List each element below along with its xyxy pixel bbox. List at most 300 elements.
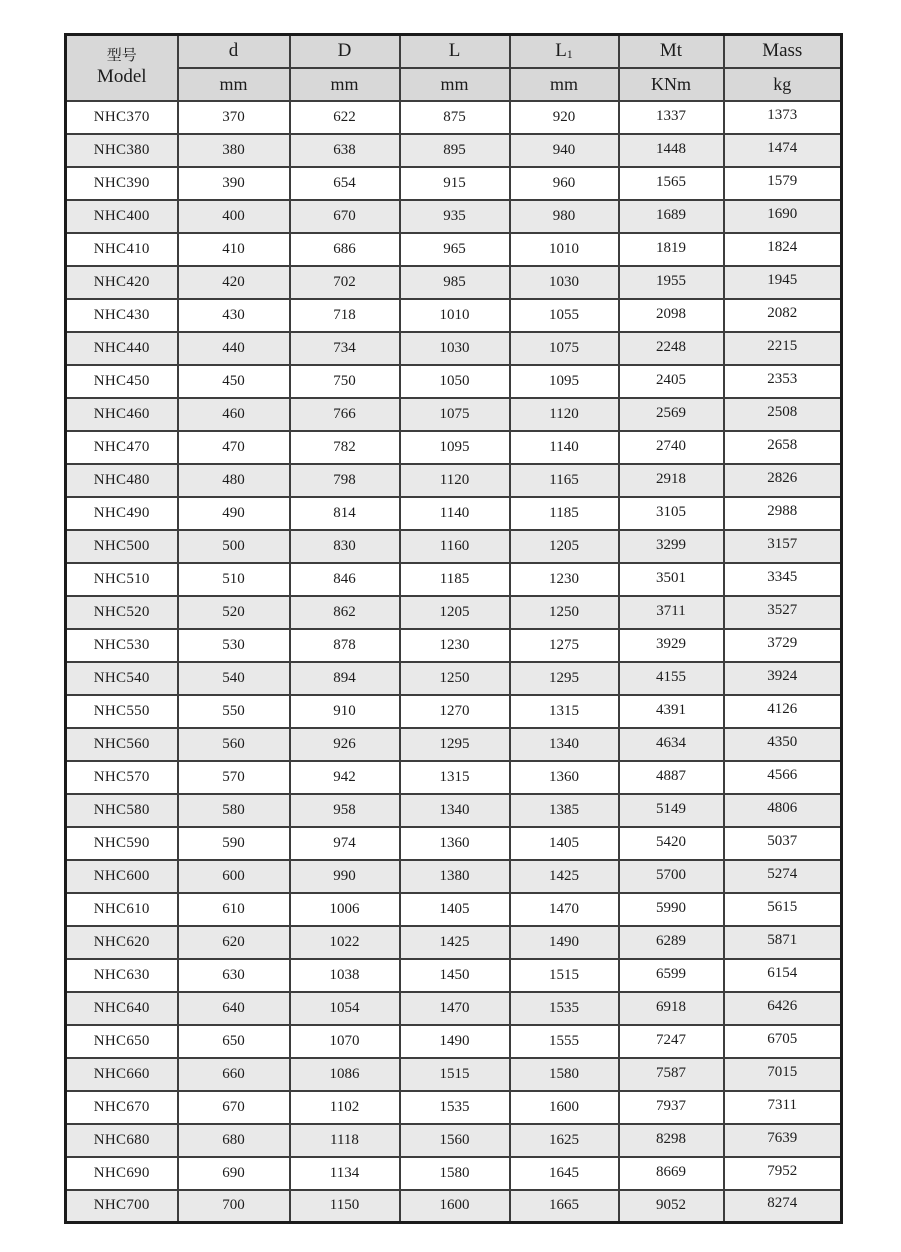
table-row	[66, 1058, 842, 1091]
cell-L	[400, 596, 510, 629]
cell-D-text: 1070	[329, 1032, 360, 1049]
cell-mt-text: 1689	[656, 207, 686, 224]
cell-L1-text: 1425	[549, 867, 579, 884]
cell-L-text: 935	[443, 207, 466, 224]
cell-D	[290, 860, 400, 893]
header-model-en: Model	[96, 66, 147, 88]
cell-mt-text: 7587	[656, 1065, 686, 1082]
header-model-zh: 型号	[106, 47, 137, 64]
cell-D	[290, 662, 400, 695]
cell-L1	[510, 200, 619, 233]
cell-mass-text: 1824	[767, 238, 798, 255]
cell-mass-text: 2215	[767, 337, 798, 354]
cell-L1	[510, 398, 619, 431]
cell-L	[400, 134, 510, 167]
cell-mt-text: 2740	[656, 438, 686, 455]
cell-D	[290, 629, 400, 662]
cell-L-text: 1490	[439, 1032, 470, 1049]
cell-L1	[510, 893, 619, 926]
cell-d-text: 590	[222, 834, 245, 851]
cell-L1-text: 1315	[549, 702, 579, 719]
cell-L1	[510, 1124, 619, 1157]
cell-mt	[619, 563, 724, 596]
cell-L-text: 965	[443, 240, 466, 257]
cell-d-text: 630	[222, 966, 245, 983]
cell-mt-text: 5990	[656, 900, 686, 917]
cell-D	[290, 1190, 400, 1223]
cell-L1-text: 1165	[549, 471, 579, 488]
cell-D-text: 782	[333, 438, 356, 455]
cell-model	[66, 530, 178, 563]
cell-d	[178, 101, 290, 134]
cell-model-text: NHC480	[93, 471, 150, 488]
cell-d	[178, 629, 290, 662]
spec-table-body	[66, 101, 842, 1223]
cell-mass	[724, 992, 842, 1025]
cell-L1-text: 980	[552, 207, 576, 224]
cell-mass	[724, 497, 842, 530]
cell-L-text: 1205	[439, 603, 470, 620]
cell-mt-text: 9052	[656, 1196, 686, 1213]
cell-mass	[724, 827, 842, 860]
cell-d-text: 680	[222, 1131, 245, 1148]
cell-D	[290, 959, 400, 992]
cell-L1	[510, 134, 619, 167]
cell-d	[178, 662, 290, 695]
cell-model-text: NHC550	[93, 702, 150, 719]
table-row	[66, 101, 842, 134]
cell-mass-text: 2988	[767, 502, 798, 519]
cell-L-text: 1600	[439, 1197, 470, 1214]
cell-D	[290, 497, 400, 530]
cell-mass	[724, 398, 842, 431]
cell-L-text: 1560	[439, 1131, 470, 1148]
cell-model-text: NHC660	[93, 1065, 150, 1082]
table-row	[66, 233, 842, 266]
table-row	[66, 167, 842, 200]
header-Mt	[619, 35, 724, 68]
cell-d	[178, 1157, 290, 1190]
cell-L1	[510, 431, 619, 464]
cell-mt	[619, 1091, 724, 1124]
cell-mt	[619, 860, 724, 893]
cell-D	[290, 299, 400, 332]
cell-d	[178, 893, 290, 926]
cell-L1	[510, 167, 619, 200]
cell-d-text: 550	[222, 702, 245, 719]
cell-model-text: NHC380	[93, 141, 150, 158]
unit-L1: mm	[510, 68, 619, 101]
cell-mass-text: 5871	[767, 931, 798, 948]
cell-D	[290, 926, 400, 959]
cell-mt	[619, 662, 724, 695]
cell-L1-text: 1185	[549, 504, 579, 521]
cell-mass	[724, 200, 842, 233]
cell-L1-text: 1095	[549, 372, 579, 389]
cell-L-text: 1360	[439, 834, 470, 851]
cell-mass	[724, 101, 842, 134]
cell-mt-text: 4634	[656, 735, 686, 752]
cell-model	[66, 794, 178, 827]
header-D-label: D	[337, 40, 352, 62]
cell-L1-text: 1230	[549, 570, 579, 587]
cell-D	[290, 530, 400, 563]
cell-mt	[619, 596, 724, 629]
cell-d	[178, 959, 290, 992]
cell-d	[178, 134, 290, 167]
cell-L1	[510, 266, 619, 299]
cell-mt-text: 7937	[656, 1098, 686, 1115]
cell-L-text: 1315	[439, 768, 470, 785]
cell-D	[290, 101, 400, 134]
cell-L-text: 1050	[439, 372, 470, 389]
cell-L1	[510, 827, 619, 860]
cell-mass	[724, 464, 842, 497]
cell-mass	[724, 1124, 842, 1157]
cell-model	[66, 464, 178, 497]
cell-mass-text: 3157	[767, 535, 798, 552]
cell-mt	[619, 332, 724, 365]
cell-d	[178, 299, 290, 332]
cell-D-text: 846	[333, 570, 356, 587]
cell-mt	[619, 926, 724, 959]
cell-model	[66, 1091, 178, 1124]
cell-mass-text: 6705	[767, 1030, 798, 1047]
cell-D-text: 942	[333, 768, 356, 785]
cell-mt	[619, 398, 724, 431]
cell-D	[290, 596, 400, 629]
cell-model	[66, 1190, 178, 1223]
cell-D-text: 958	[333, 801, 356, 818]
cell-mass	[724, 530, 842, 563]
cell-L-text: 915	[443, 174, 466, 191]
cell-model	[66, 365, 178, 398]
cell-D-text: 1086	[329, 1065, 360, 1082]
cell-L	[400, 761, 510, 794]
header-d	[178, 35, 290, 68]
cell-mt	[619, 167, 724, 200]
cell-model-text: NHC670	[93, 1098, 150, 1115]
cell-L	[400, 992, 510, 1025]
cell-mass-text: 4350	[767, 733, 798, 750]
cell-L	[400, 530, 510, 563]
cell-model-text: NHC440	[93, 339, 150, 356]
cell-mass-text: 5037	[767, 832, 798, 849]
cell-L-text: 1140	[439, 504, 470, 521]
cell-model	[66, 1025, 178, 1058]
cell-d-text: 620	[222, 933, 245, 950]
cell-D	[290, 1157, 400, 1190]
cell-D-text: 1134	[329, 1164, 360, 1181]
table-row	[66, 662, 842, 695]
cell-d	[178, 530, 290, 563]
cell-model-text: NHC580	[93, 801, 150, 818]
cell-L	[400, 299, 510, 332]
cell-mt	[619, 431, 724, 464]
cell-mt-text: 2918	[656, 471, 686, 488]
cell-d-text: 690	[222, 1164, 245, 1181]
table-row	[66, 464, 842, 497]
cell-mt-text: 5700	[656, 867, 686, 884]
cell-L1	[510, 596, 619, 629]
cell-L1-text: 1600	[549, 1098, 579, 1115]
cell-L	[400, 728, 510, 761]
cell-mass	[724, 860, 842, 893]
cell-d-text: 540	[222, 669, 245, 686]
cell-D-text: 1054	[329, 999, 360, 1016]
cell-model-text: NHC630	[93, 966, 150, 983]
table-row	[66, 629, 842, 662]
cell-mt	[619, 134, 724, 167]
cell-model-text: NHC680	[93, 1131, 150, 1148]
cell-d-text: 380	[222, 141, 245, 158]
cell-D	[290, 332, 400, 365]
cell-L1	[510, 761, 619, 794]
table-row	[66, 827, 842, 860]
cell-model-text: NHC460	[93, 405, 150, 422]
cell-D-text: 878	[333, 636, 356, 653]
cell-mt	[619, 893, 724, 926]
cell-model	[66, 431, 178, 464]
cell-D	[290, 200, 400, 233]
cell-model	[66, 959, 178, 992]
cell-L1	[510, 1025, 619, 1058]
cell-L1-text: 1120	[549, 405, 579, 422]
table-row	[66, 1124, 842, 1157]
cell-D	[290, 365, 400, 398]
cell-D-text: 926	[333, 735, 356, 752]
cell-mass	[724, 1091, 842, 1124]
cell-L1	[510, 959, 619, 992]
header-Mass	[724, 35, 842, 68]
cell-L1-text: 1030	[549, 273, 579, 290]
cell-L1-text: 1645	[549, 1164, 579, 1181]
cell-d	[178, 992, 290, 1025]
cell-L1-text: 1490	[549, 933, 579, 950]
cell-model-text: NHC520	[93, 603, 150, 620]
cell-D-text: 814	[333, 504, 356, 521]
table-row	[66, 794, 842, 827]
cell-d-text: 480	[222, 471, 245, 488]
cell-mass	[724, 1157, 842, 1190]
cell-mt-text: 3501	[656, 570, 686, 587]
cell-mt-text: 1565	[656, 174, 686, 191]
cell-D-text: 638	[333, 141, 356, 158]
cell-model-text: NHC650	[93, 1032, 150, 1049]
table-row	[66, 992, 842, 1025]
cell-L	[400, 1025, 510, 1058]
cell-d-text: 470	[222, 438, 245, 455]
cell-mt	[619, 530, 724, 563]
cell-L-text: 1185	[439, 570, 470, 587]
unit-D: mm	[290, 68, 400, 101]
cell-D	[290, 1058, 400, 1091]
table-row	[66, 365, 842, 398]
cell-mass-text: 7015	[767, 1063, 798, 1080]
cell-L1	[510, 299, 619, 332]
cell-L-text: 1095	[439, 438, 470, 455]
cell-mass	[724, 1058, 842, 1091]
cell-L-text: 1425	[439, 933, 470, 950]
cell-mass	[724, 662, 842, 695]
cell-D	[290, 992, 400, 1025]
cell-D-text: 1118	[330, 1131, 359, 1148]
cell-mass-text: 6154	[767, 964, 798, 981]
cell-model	[66, 1124, 178, 1157]
cell-model-text: NHC450	[93, 372, 150, 389]
cell-L	[400, 695, 510, 728]
cell-L-text: 1380	[439, 867, 470, 884]
cell-L1-text: 960	[552, 174, 576, 191]
cell-L-text: 1030	[439, 339, 470, 356]
cell-d	[178, 365, 290, 398]
cell-model-text: NHC500	[93, 537, 150, 554]
cell-model	[66, 332, 178, 365]
cell-L1	[510, 728, 619, 761]
cell-L-text: 1580	[439, 1164, 470, 1181]
cell-D-text: 702	[333, 273, 356, 290]
cell-model	[66, 1157, 178, 1190]
cell-D	[290, 1124, 400, 1157]
cell-model-text: NHC390	[93, 174, 150, 191]
cell-mt-text: 5149	[656, 801, 686, 818]
cell-mass	[724, 893, 842, 926]
cell-L-text: 895	[443, 141, 466, 158]
cell-D-text: 1102	[329, 1098, 360, 1115]
table-row	[66, 695, 842, 728]
cell-L1-text: 940	[552, 141, 576, 158]
cell-D-text: 686	[333, 240, 356, 257]
cell-mt	[619, 1157, 724, 1190]
cell-D	[290, 167, 400, 200]
cell-mass-text: 6426	[767, 997, 798, 1014]
cell-L1	[510, 1091, 619, 1124]
cell-mass-text: 1579	[767, 172, 798, 189]
cell-model	[66, 1058, 178, 1091]
cell-d	[178, 1025, 290, 1058]
cell-L	[400, 827, 510, 860]
cell-mass-text: 7311	[767, 1096, 797, 1113]
cell-D-text: 830	[333, 537, 356, 554]
cell-D	[290, 1091, 400, 1124]
table-row	[66, 1025, 842, 1058]
cell-mass-text: 2082	[767, 304, 798, 321]
cell-mass	[724, 695, 842, 728]
table-row	[66, 1091, 842, 1124]
table-row	[66, 563, 842, 596]
cell-mass-text: 2353	[767, 370, 798, 387]
cell-mass-text: 4126	[767, 700, 798, 717]
cell-D-text: 1006	[329, 900, 360, 917]
cell-L-text: 1250	[439, 669, 470, 686]
cell-mass-text: 2826	[767, 469, 798, 486]
cell-L1-text: 1010	[549, 240, 579, 257]
cell-d-text: 400	[222, 207, 245, 224]
cell-D-text: 1038	[329, 966, 360, 983]
cell-L-text: 1515	[439, 1065, 470, 1082]
cell-mass	[724, 431, 842, 464]
cell-L-text: 1075	[439, 405, 470, 422]
cell-mass	[724, 1025, 842, 1058]
cell-L-text: 1010	[439, 306, 470, 323]
cell-mt-text: 5420	[656, 834, 686, 851]
table-row	[66, 959, 842, 992]
table-row	[66, 134, 842, 167]
cell-model	[66, 398, 178, 431]
cell-mass-text: 7639	[767, 1129, 798, 1146]
cell-mt-text: 1955	[656, 273, 686, 290]
cell-L	[400, 332, 510, 365]
cell-L-text: 1295	[439, 735, 470, 752]
cell-D	[290, 266, 400, 299]
cell-mass	[724, 167, 842, 200]
cell-model-text: NHC420	[93, 273, 150, 290]
table-row	[66, 596, 842, 629]
cell-L1	[510, 695, 619, 728]
cell-d-text: 500	[222, 537, 245, 554]
table-row	[66, 200, 842, 233]
cell-D-text: 766	[333, 405, 356, 422]
cell-model	[66, 200, 178, 233]
cell-mass-text: 4806	[767, 799, 798, 816]
cell-model	[66, 266, 178, 299]
cell-model	[66, 596, 178, 629]
unit-Mass: kg	[724, 68, 842, 101]
cell-D	[290, 761, 400, 794]
cell-L1-text: 1055	[549, 306, 579, 323]
cell-d-text: 390	[222, 174, 245, 191]
cell-d-text: 560	[222, 735, 245, 752]
cell-L-text: 1340	[439, 801, 470, 818]
unit-L: mm	[400, 68, 510, 101]
cell-mt	[619, 200, 724, 233]
cell-d-text: 370	[222, 108, 245, 125]
cell-L	[400, 794, 510, 827]
table-row	[66, 332, 842, 365]
cell-mt-text: 3299	[656, 537, 686, 554]
cell-d-text: 430	[222, 306, 245, 323]
unit-Mt: KNm	[619, 68, 724, 101]
cell-d	[178, 497, 290, 530]
cell-L	[400, 662, 510, 695]
cell-L1	[510, 497, 619, 530]
cell-mt	[619, 1025, 724, 1058]
cell-L	[400, 398, 510, 431]
cell-mt	[619, 497, 724, 530]
cell-model	[66, 761, 178, 794]
cell-d-text: 580	[222, 801, 245, 818]
cell-model-text: NHC700	[93, 1197, 150, 1214]
cell-L1-text: 1580	[549, 1065, 579, 1082]
header-d-label: d	[228, 40, 239, 62]
cell-mt-text: 8669	[656, 1164, 686, 1181]
cell-model-text: NHC610	[93, 900, 150, 917]
cell-D	[290, 398, 400, 431]
cell-d	[178, 1091, 290, 1124]
cell-D-text: 910	[333, 702, 356, 719]
cell-d	[178, 200, 290, 233]
header-L1-label: L	[555, 40, 567, 62]
cell-L1-text: 1625	[549, 1131, 579, 1148]
cell-model-text: NHC620	[93, 933, 150, 950]
cell-L-text: 1470	[439, 999, 470, 1016]
cell-mass-text: 3729	[767, 634, 798, 651]
cell-d-text: 650	[222, 1032, 245, 1049]
cell-d	[178, 1190, 290, 1223]
cell-d	[178, 596, 290, 629]
cell-D-text: 974	[333, 834, 356, 851]
table-row	[66, 299, 842, 332]
